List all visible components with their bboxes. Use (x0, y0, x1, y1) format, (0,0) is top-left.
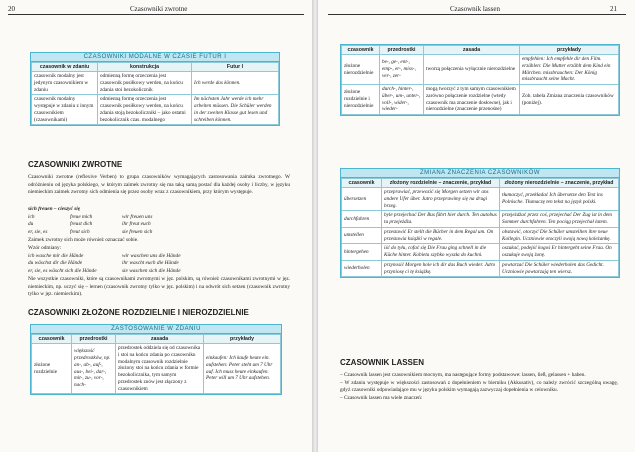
conjugation-row (28, 253, 181, 260)
right-page (318, 0, 635, 452)
table-header-row (342, 179, 619, 188)
col-header: Futur I (192, 63, 279, 72)
table-row (342, 244, 619, 261)
dativ-note: Zaimek zwrotny sich może również oznaczać sobie. (28, 237, 139, 243)
col-header: przykłady (520, 46, 619, 55)
table-cell: przejeżdżać przez coś, przejechać Der Zug ist in dem Sommer durchfahren. Ten pociąg przejechał latem. (500, 211, 619, 228)
table-cell: złożone rozdzielnie (32, 344, 72, 394)
bullet-item: – Czasownik lassen ma wiele znaczeń: (340, 395, 423, 402)
left-page (0, 0, 314, 452)
table-row (342, 85, 619, 115)
dativ-conjugation (28, 253, 181, 275)
conj-form: freue mich (70, 214, 93, 220)
conj-form: du wäschst dir die Hände (28, 260, 83, 267)
table-cell: większość przedrostków, np. an-, ab-, auf-, aus-, bei-, dar-, mit-, zu-, vor-, nach- (72, 344, 116, 394)
example-heading: sich freuen – cieszyć się (28, 206, 81, 212)
table-header-row (32, 63, 279, 72)
table-cell: be-, ge-, ent-, emp-, er-, miss-, ver-, zer- (380, 55, 424, 85)
table-cell: empfehlen: Ich empfehle dir den Film. erzählen: Die Mutter erzählt dem Kind ein Märchen. missbrauchen: Der König missbraucht seine Macht. (520, 55, 619, 85)
col-header: czasownik w zdaniu (32, 63, 98, 72)
conj-plural: sie waschen sich die Hände (122, 267, 181, 274)
header-rule (328, 14, 626, 15)
table-header-row (32, 335, 281, 344)
col-header: czasownik (342, 179, 382, 188)
table-cell: Zob. tabela Zmiana znaczenia czasowników (poniżej). (520, 85, 619, 115)
lassen-bullets (340, 372, 618, 403)
col-header: przykłady (204, 335, 281, 344)
meaning-change-table (341, 178, 619, 277)
page-number-right: 21 (610, 5, 617, 13)
conj-plural: sie freuen sich (122, 228, 153, 235)
modal-table (31, 62, 279, 125)
conjugation-row (28, 260, 181, 267)
prefix-table-box (340, 44, 620, 116)
wzor-label: Wzór odmiany: (28, 245, 62, 251)
table-cell: złożone rozdzielnie i nierozdzielnie (342, 85, 380, 115)
paragraph-zwrotne: Czasowniki zwrotne (reflexive Verben) to grupa czasowników wymagających zastosowania zaimka zwrotnego. W odróżnieniu od języka polskiego, w którym zaimek zwrotny się ma taką samą postać dla każdej osoby i liczby, w języku niemieckim zaimek zwrotny sich odmienia się przez osoby wraz z czasownikiem, przy którym występuje. (28, 174, 290, 196)
table-cell: durch-, hinter-, über-, um-, unter-, voll-, wider-, wieder- (380, 85, 424, 115)
col-header: złożony nierozdzielnie – znaczenie, przykład (500, 179, 619, 188)
col-header: złożony rozdzielnie – znaczenie, przykład (382, 179, 500, 188)
conj-form: er, sie, es wäscht sich die Hände (28, 267, 97, 274)
table-cell: przestawić Er stellt die Bücher in dem Regal um. On przestawia książki w regale. (382, 227, 500, 244)
table-cell: byle przejechać Der Bus fährt hier durch. Ten autobus tu przejeżdża. (382, 211, 500, 228)
conj-plural: ihr freut euch (122, 221, 151, 228)
section-heading-zlozone: CZASOWNIKI ZŁOŻONE ROZDZIELNIE I NIEROZDZIELNIE (28, 308, 249, 317)
table-cell: umstellen (342, 227, 382, 244)
table-cell: Ich werde das können. (192, 72, 279, 95)
col-header: zasada (116, 335, 204, 344)
conjugation-row (28, 268, 181, 275)
col-header: przedrostki (380, 46, 424, 55)
table-cell: odmienną formę orzeczenia jest czasownik posiłkowy werden, na końcu zdania stoi bezokolicznik (98, 72, 192, 95)
running-head-right: Czasownik lassen (450, 5, 500, 13)
usage-table (31, 334, 281, 394)
table-cell: przeprawiać, przewozić się Morgen setzen wir ans andere Ufer über. Jutro przeprawimy się na drugi brzeg. (382, 188, 500, 211)
table-cell: obstawić, otoczyć Die Schüler umstellten ihre neue Kollegin. Uczniowie otoczyli swoją nową koleżankę. (500, 227, 619, 244)
table-row (32, 344, 281, 394)
paragraph-note: Nie wszystkie czasowniki, które są czasownikami zwrotnymi w jęz. polskim, są również czasownikami zwrotnymi w jęz. niemieckim, np. uczyć się – lernen (czasownik zwrotny tylko w jęz. polskim) i na odwrót sich setzen (czasownik zwrotny tylko w jęz. niemieckim). (28, 276, 290, 298)
section-heading-zwrotne: CZASOWNIKI ZWROTNE (28, 160, 123, 169)
conj-plural: ihr wascht euch die Hände (122, 260, 179, 267)
table-row (342, 188, 619, 211)
table-row (32, 95, 279, 125)
col-header: zasada (424, 46, 520, 55)
table-cell: przynosić Morgen hole ich dir das Buch wieder. Jutro przyniosę ci tę książkę. (382, 260, 500, 277)
table-cell: iść do tyłu, cofać się Die Frau ging schnell in die Küche hinter. Kobieta szybko wyszła do kuchni. (382, 244, 500, 261)
modal-verbs-box (30, 52, 280, 126)
usage-box (30, 324, 282, 395)
conj-form: freust dich (70, 221, 93, 228)
bullet-item: – W zdaniu występuje w większości zastosowań z dopełnieniem w bierniku (Akkusativ), co należy zwrócić szczególną uwagę, gdyż czasowniki odpowiadające mu w języku polskim wymagają zazwyczaj dopełnienia w celowniku. (340, 379, 618, 394)
table-cell: tworzą połączenia wyłącznie nierozdzielne (424, 55, 520, 85)
conj-plural: wir waschen uns die Hände (122, 253, 181, 259)
table-row (342, 55, 619, 85)
page-number-left: 20 (8, 5, 15, 13)
conjugation-row (28, 221, 152, 228)
table-cell: einkaufen: Ich kaufe heute ein. aufstehen: Peter steht um 7 Uhr auf. Ich muss heute einkaufen. Peter will um 7 Uhr aufstehen. (204, 344, 281, 394)
table-row (342, 260, 619, 277)
box-title: ZMIANA ZNACZENIA CZASOWNIKÓW (341, 169, 619, 178)
meaning-change-box (340, 168, 620, 278)
col-header: czasownik (32, 335, 72, 344)
table-cell: odmienną formę orzeczenia jest czasownik posiłkowy werden, na końcu zdania stoją bezokoliczniki – jako ostatni bezokolicznik czas. modalnego (98, 95, 192, 125)
table-row (342, 211, 619, 228)
table-row (32, 72, 279, 95)
table-cell: übersetzen (342, 188, 382, 211)
table-cell: czasownik modalny występuje w zdaniu z innym czasownikiem (czasownikami) (32, 95, 98, 125)
conjugation-list (28, 214, 152, 236)
conj-pronoun: du (28, 221, 34, 228)
prefix-table (341, 45, 619, 115)
table-cell: czasownik modalny jest jedynym czasownikiem w zdaniu (32, 72, 98, 95)
conj-form: freut sich (70, 228, 90, 235)
table-cell: powtarzać Die Schüler wiederholen das Gedicht. Uczniowie powtarzają ten wiersz. (500, 260, 619, 277)
running-head-left: Czasowniki zwrotne (130, 5, 188, 13)
conj-pronoun: er, sie, es (28, 228, 48, 235)
bullet-item: – Czasownik lassen jest czasownikiem mocnym, ma następujące formy podstawowe: lassen, ließ, gelassen + haben. (340, 372, 586, 378)
table-cell: mogą tworzyć z tym samym czasownikiem zarówno połączenie rozdzielne (wtedy czasownik ma znaczenie dosłowne), jak i nierozdzielne (znaczenie przenośne) (424, 85, 520, 115)
col-header: przedrostki (72, 335, 116, 344)
table-row (342, 227, 619, 244)
col-header: konstrukcja (98, 63, 192, 72)
col-header: czasownik (342, 46, 380, 55)
conj-plural: wir freuen uns (122, 214, 153, 220)
table-cell: przedrostek oddziela się od czasownika i stoi na końcu zdania po czasowniku modalnym czasownik rozdzielnie złożony stoi na końcu zdania w formie bezokolicznika, tym samym przedrostek znów jest złączony z czasownikiem (116, 344, 204, 394)
conj-pronoun: ich (28, 214, 35, 220)
table-cell: durchfahren (342, 211, 382, 228)
conjugation-row (28, 229, 152, 236)
box-title: CZASOWNIKI MODALNE W CZASIE FUTUR I (31, 53, 279, 62)
table-cell: wiederholen (342, 260, 382, 277)
conj-form: ich wasche mir die Hände (28, 253, 84, 259)
table-cell: hintergehen (342, 244, 382, 261)
table-cell: tłumaczyć, przekładać Ich übersetze den Text ins Polnische. Tłumaczę ten tekst na język polski. (500, 188, 619, 211)
box-title: ZASTOSOWANIE W ZDANIU (31, 325, 281, 334)
section-heading-lassen: CZASOWNIK LASSEN (340, 358, 424, 367)
table-cell: oszukać, podejść kogoś Er hintergeht seine Frau. On oszukuje swoją żonę. (500, 244, 619, 261)
table-cell: złożone nierozdzielnie (342, 55, 380, 85)
table-cell: Im nächsten Jahr werde ich mehr arbeiten müssen. Die Schüler werden in der zweiten Klasse gut lesen und schreiben können. (192, 95, 279, 125)
header-rule (8, 14, 304, 15)
table-header-row (342, 46, 619, 55)
